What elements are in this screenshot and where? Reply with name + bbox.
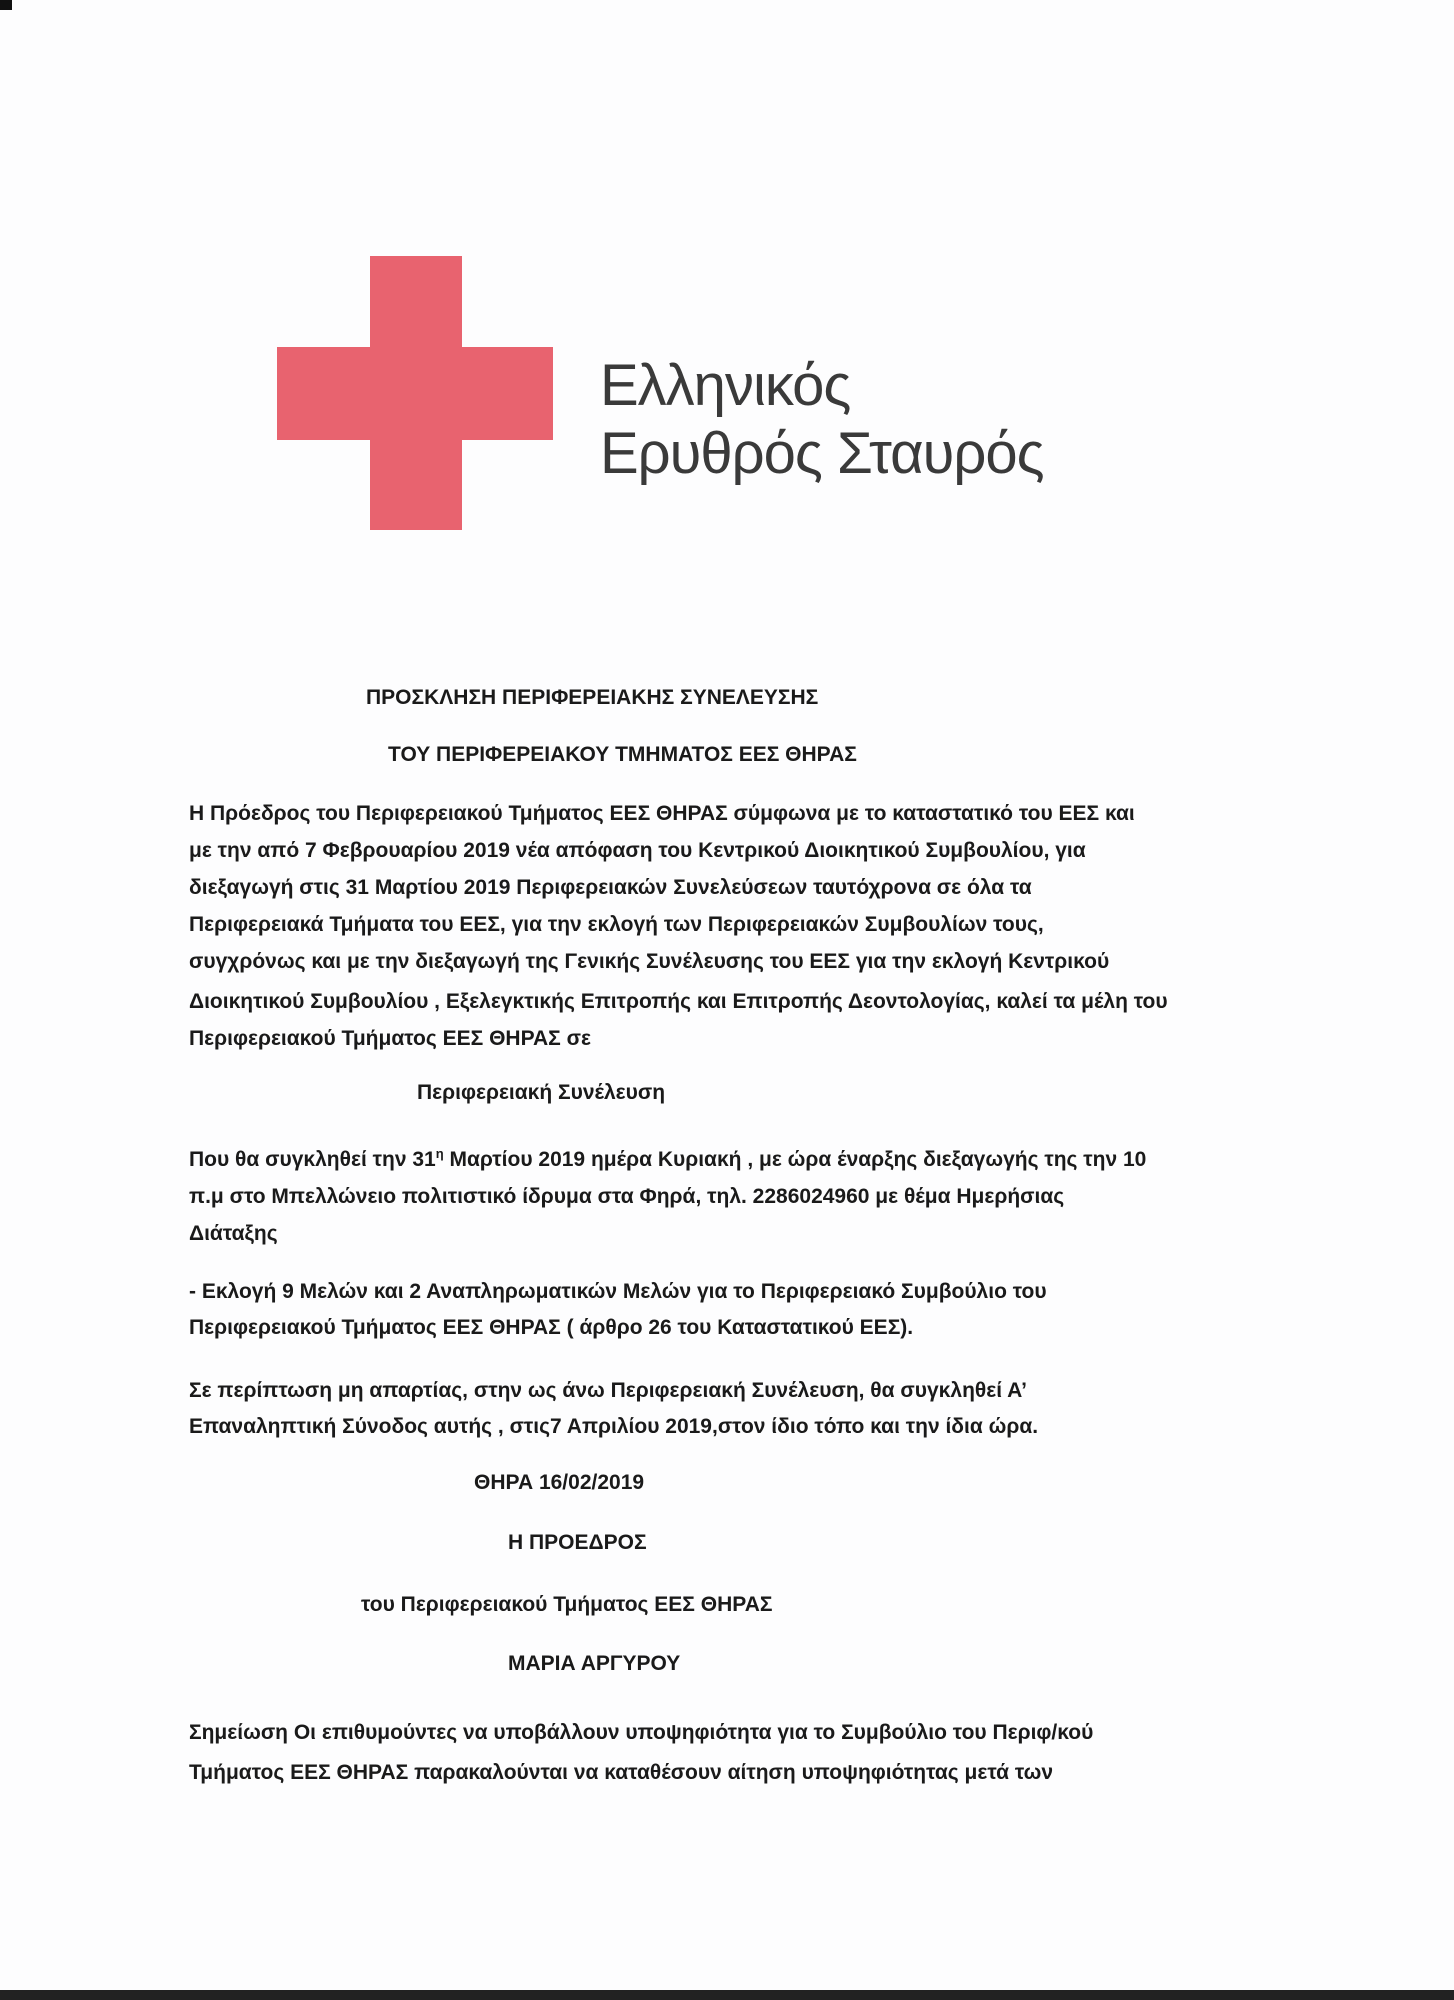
agenda-item: Περιφερειακού Τμήματος ΕΕΣ ΘΗΡΑΣ ( άρθρο 26 του Καταστατικού ΕΕΣ). xyxy=(189,1316,914,1339)
signatory-name: ΜΑΡΙΑ ΑΡΓΥΡΟΥ xyxy=(508,1652,681,1675)
agenda-item: - Εκλογή 9 Μελών και 2 Αναπληρωματικών Μελών για το Περιφερειακό Συμβούλιο του xyxy=(189,1280,1047,1303)
signatory-org: του Περιφερειακού Τμήματος ΕΕΣ ΘΗΡΑΣ xyxy=(361,1593,773,1616)
section-heading: Περιφερειακή Συνέλευση xyxy=(417,1081,666,1104)
text-line: Περιφερειακού Τμήματος ΕΕΣ ΘΗΡΑΣ σε xyxy=(189,1027,591,1050)
text-line: Σημείωση Οι επιθυμούντες να υποβάλλουν υποψηφιότητα για το Συμβούλιο του Περιφ/κού xyxy=(189,1721,1094,1744)
text-line: με την από 7 Φεβρουαρίου 2019 νέα απόφαση του Κεντρικού Διοικητικού Συμβουλίου, για xyxy=(189,839,1086,862)
title-line2: ΤΟΥ ΠΕΡΙΦΕΡΕΙΑΚΟΥ ΤΜΗΜΑΤΟΣ ΕΕΣ ΘΗΡΑΣ xyxy=(388,743,857,766)
text-line: Επαναληπτική Σύνοδος αυτής , στις7 Απριλίου 2019,στον ίδιο τόπο και την ίδια ώρα. xyxy=(189,1415,1039,1438)
title-line1: ΠΡΟΣΚΛΗΣΗ ΠΕΡΙΦΕΡΕΙΑΚΗΣ ΣΥΝΕΛΕΥΣΗΣ xyxy=(366,686,819,709)
text-line xyxy=(189,1146,1146,1174)
text-line: συγχρόνως και με την διεξαγωγή της Γενικής Συνέλευσης του ΕΕΣ για την εκλογή Κεντρικού xyxy=(189,950,1110,973)
signatory-role: Η ΠΡΟΕΔΡΟΣ xyxy=(508,1531,647,1554)
text-line: Περιφερειακά Τμήματα του ΕΕΣ, για την εκλογή των Περιφερειακών Συμβουλίων τους, xyxy=(189,913,1044,936)
scan-edge-mark xyxy=(0,0,12,10)
text-line: π.μ στο Μπελλώνειο πολιτιστικό ίδρυμα στα Φηρά, τηλ. 2286024960 με θέμα Ημερήσιας xyxy=(189,1185,1065,1208)
logo-line2: Ερυθρός Σταυρός xyxy=(600,421,1044,486)
superscript: η xyxy=(435,1146,444,1161)
logo-line1: Ελληνικός xyxy=(600,353,851,418)
text-line: Διοικητικού Συμβουλίου , Εξελεγκτικής Επιτροπής και Επιτροπής Δεοντολογίας, καλεί τα μέλη του xyxy=(189,990,1168,1013)
place-date: ΘΗΡΑ 16/02/2019 xyxy=(474,1471,645,1494)
text: Που θα συγκληθεί την 31 xyxy=(189,1148,436,1171)
text-line: Τμήματος ΕΕΣ ΘΗΡΑΣ παρακαλούνται να καταθέσουν αίτηση υποψηφιότητας μετά των xyxy=(189,1761,1054,1784)
red-cross-icon-bar xyxy=(277,347,553,440)
logo-text xyxy=(600,352,1044,488)
text: Μαρτίου 2019 ημέρα Κυριακή , με ώρα έναρξης διεξαγωγής της την 10 xyxy=(443,1148,1147,1171)
text-line: Η Πρόεδρος του Περιφερειακού Τμήματος ΕΕΣ ΘΗΡΑΣ σύμφωνα με το καταστατικό του ΕΕΣ και xyxy=(189,802,1135,825)
text-line: Σε περίπτωση μη απαρτίας, στην ως άνω Περιφερειακή Συνέλευση, θα συγκληθεί Α’ xyxy=(189,1379,1027,1402)
text-line: διεξαγωγή στις 31 Μαρτίου 2019 Περιφερειακών Συνελεύσεων ταυτόχρονα σε όλα τα xyxy=(189,876,1032,899)
text-line: Διάταξης xyxy=(189,1222,278,1245)
scan-edge xyxy=(0,1990,1454,2000)
